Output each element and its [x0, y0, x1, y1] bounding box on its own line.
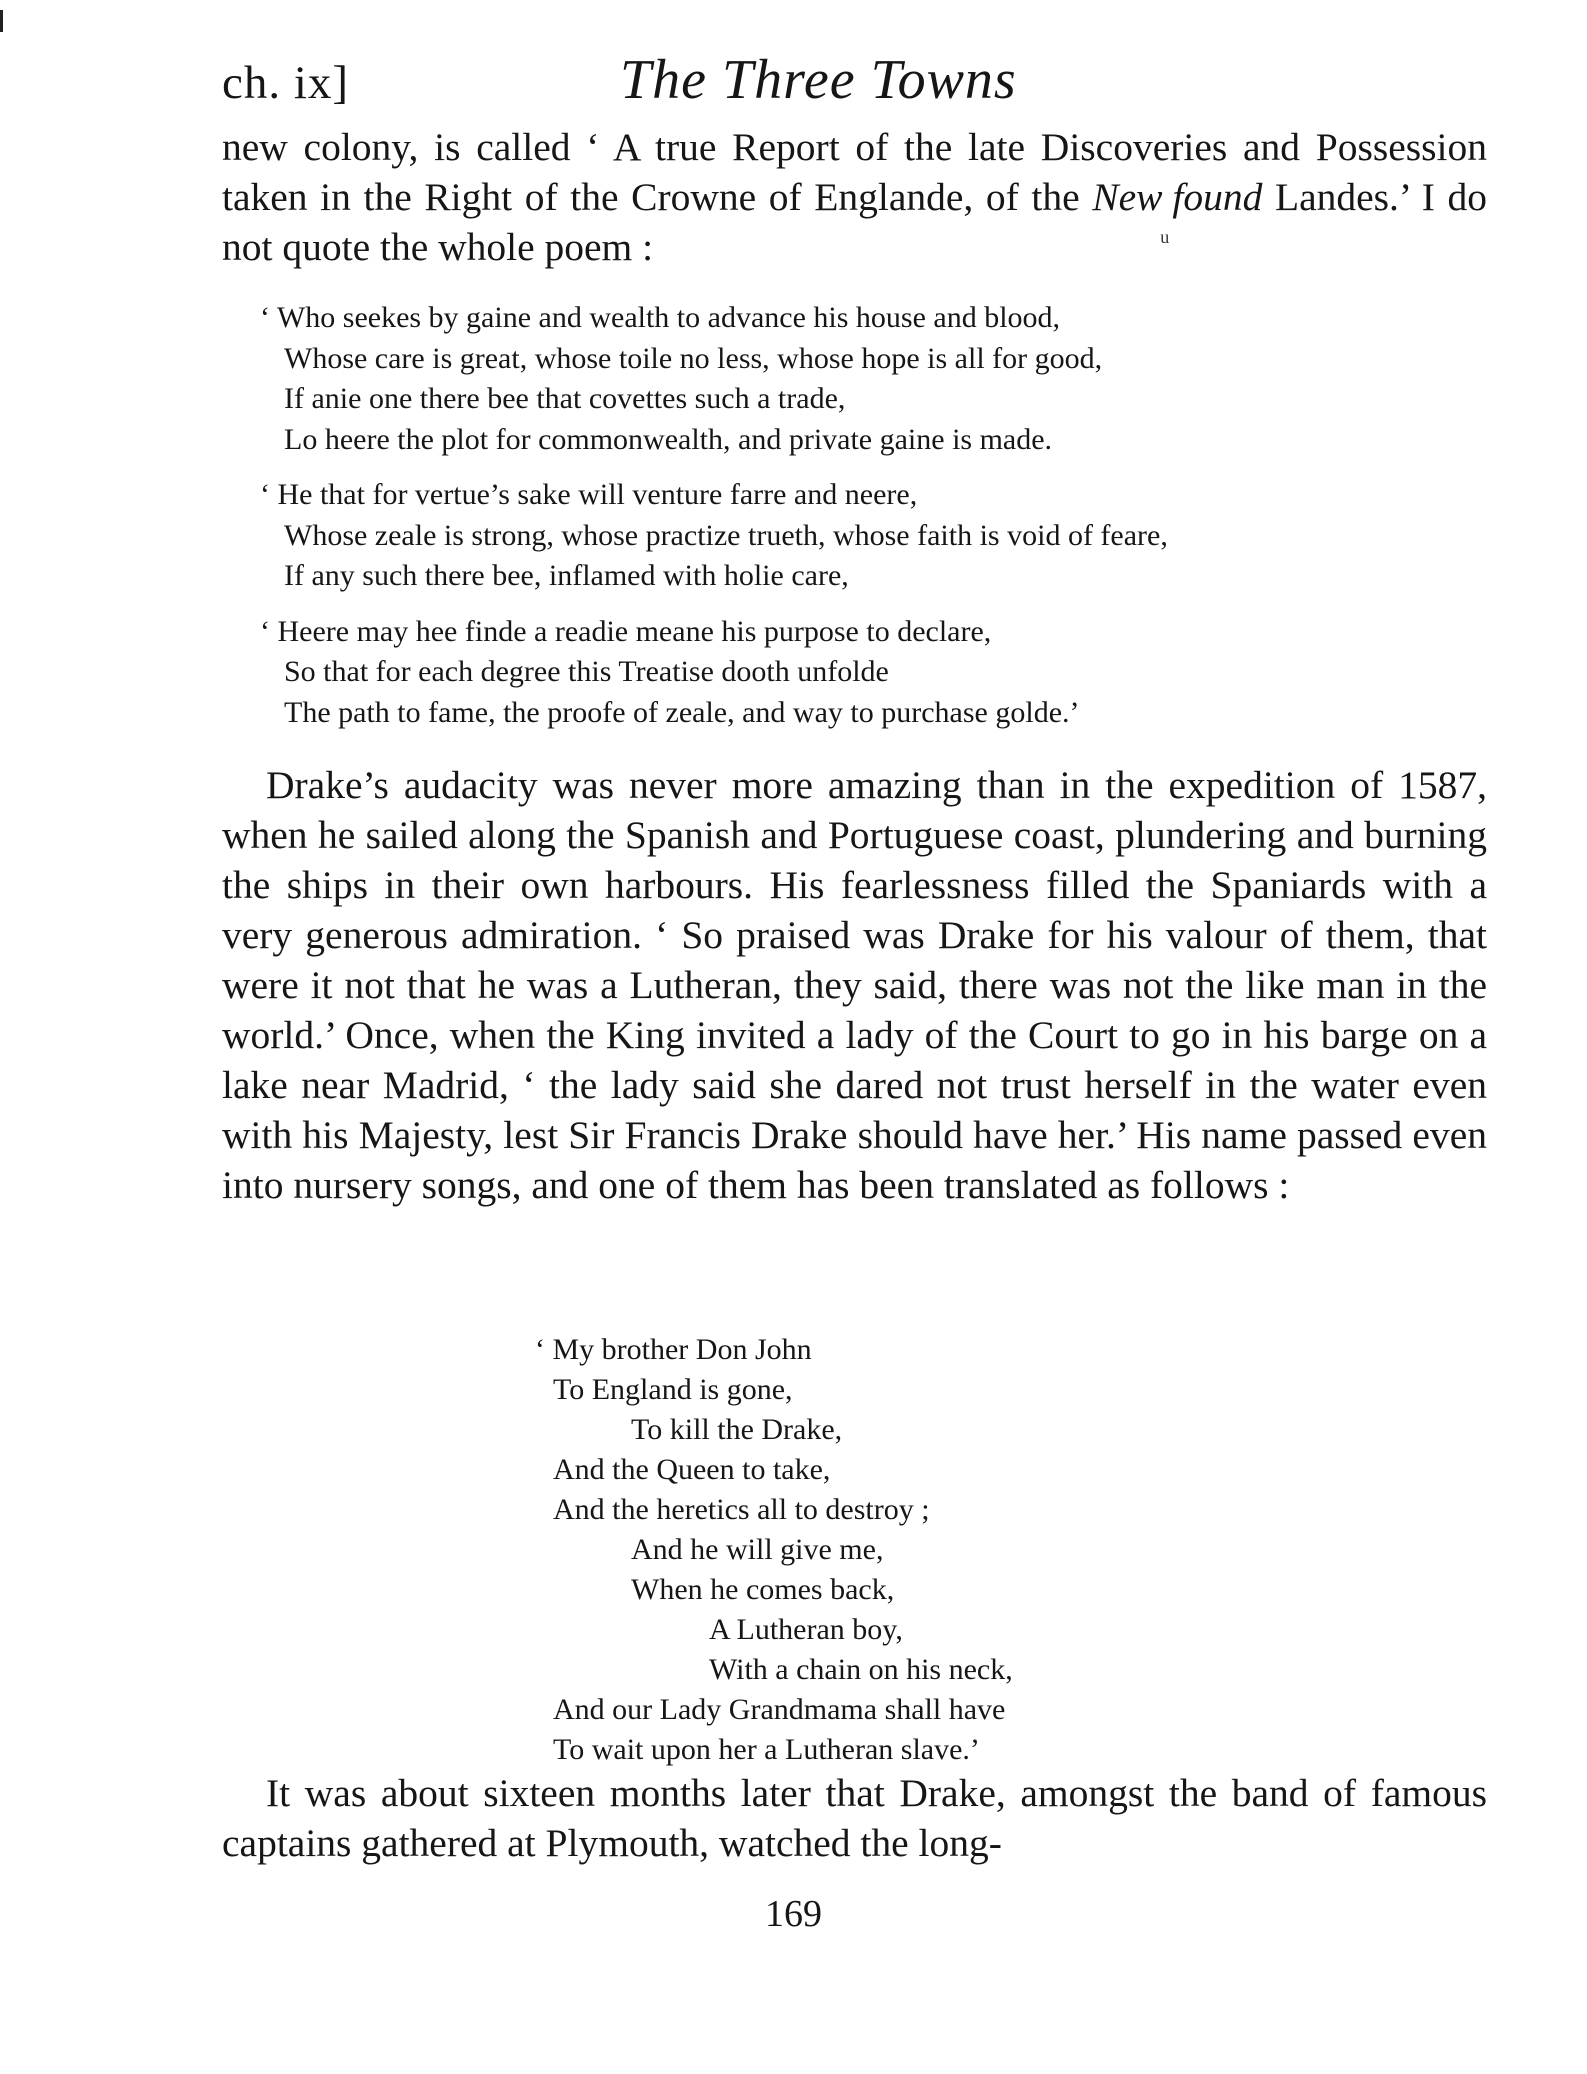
- poem-line: If any such there bee, inflamed with holie care,: [284, 559, 849, 592]
- song-line: A Lutheran boy,: [709, 1613, 903, 1646]
- drake-paragraph: Drake’s audacity was never more amazing than in the expedition of 1587, when he sailed along the Spanish and Portuguese coast, plundering and burning the ships in their own harbours. His fearlessness filled the Spaniards with a very generous admiration. ‘ So praised was Drake for his valour of them, that were it not that he was a Lutheran, they said, there was not the like man in the world.’ Once, when the King invited a lady of the Court to go in his barge on a lake near Madrid, ‘ the lady said she dared not trust herself in the water even with his Majesty, lest Sir Francis Drake should have her.’ His name passed even into nursery songs, and one of them has been translated as follows :: [222, 763, 1487, 1207]
- poem-line: If anie one there bee that covettes such a trade,: [284, 382, 846, 415]
- poem-block: [260, 298, 1168, 748]
- poem-line: ‘ Who seekes by gaine and wealth to advance his house and blood,: [260, 301, 1061, 334]
- poem-line: The path to fame, the proofe of zeale, and way to purchase golde.’: [284, 695, 1080, 729]
- scan-mark: [0, 10, 3, 32]
- intro-text-after: Landes.’ I do not quote the whole poem :: [222, 175, 1487, 269]
- song-line: To kill the Drake,: [631, 1413, 843, 1446]
- intro-text-before: new colony, is called ‘ A true Report of the late Discoveries and Possession taken in the Right of the Crowne of Englande, of the: [222, 125, 1487, 219]
- poem-stanza: [260, 612, 1168, 734]
- song-line: And the Queen to take,: [553, 1453, 831, 1486]
- page-number: 169: [765, 1893, 822, 1935]
- running-title: The Three Towns: [620, 49, 1017, 111]
- closing-paragraph: It was about sixteen months later that Drake, amongst the band of famous captains gathered at Plymouth, watched the long-: [222, 1771, 1487, 1865]
- poem-line: So that for each degree this Treatise dooth unfolde: [284, 655, 889, 688]
- running-header: [222, 48, 1487, 120]
- poem-line: Lo heere the plot for commonwealth, and private gaine is made.: [284, 422, 1053, 456]
- song-line: And he will give me,: [631, 1533, 884, 1566]
- poem-stanza: [260, 475, 1168, 597]
- song-line: When he comes back,: [631, 1573, 895, 1606]
- nursery-song: [535, 1330, 1013, 1770]
- poem-line: ‘ He that for vertue’s sake will venture farre and neere,: [260, 478, 918, 511]
- song-line: To wait upon her a Lutheran slave.’: [553, 1733, 980, 1766]
- song-line: With a chain on his neck,: [709, 1653, 1013, 1686]
- song-line: And the heretics all to destroy ;: [553, 1493, 930, 1526]
- poem-stanza: [260, 298, 1168, 460]
- song-line: To England is gone,: [553, 1373, 793, 1406]
- song-line: ‘ My brother Don John: [535, 1333, 812, 1366]
- margin-mark: u: [1160, 227, 1170, 247]
- chapter-label: ch. ix]: [222, 57, 350, 109]
- poem-line: Whose zeale is strong, whose practize trueth, whose faith is void of feare,: [284, 518, 1168, 552]
- poem-line: Whose care is great, whose toile no less, whose hope is all for good,: [284, 341, 1103, 375]
- new-found-text: New found: [1092, 175, 1263, 219]
- intro-paragraph: [222, 122, 1487, 272]
- song-line: And our Lady Grandmama shall have: [553, 1693, 1006, 1726]
- poem-line: ‘ Heere may hee finde a readie meane his purpose to declare,: [260, 614, 992, 648]
- new-found-italic: [1092, 172, 1263, 247]
